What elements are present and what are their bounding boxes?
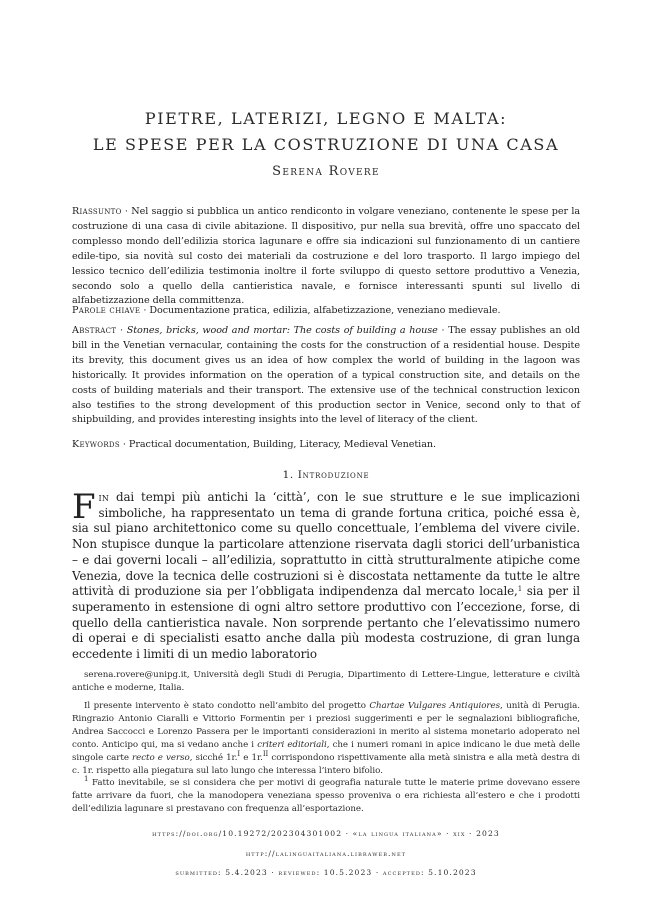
footnote-ref-1[interactable]: 1 — [517, 585, 523, 594]
drop-cap: F — [72, 487, 96, 527]
keywords-label: Keywords — [72, 439, 120, 450]
keywords-text: Practical documentation, Building, Literacy, Medieval Venetian. — [128, 439, 437, 450]
footer-doi-line[interactable]: https://doi.org/10.19272/202304301002 · «la lingua italiana» · xix · 2023 — [152, 829, 500, 838]
project-name: Chartae Vulgares Antiquiores — [369, 701, 501, 711]
footnote-acknowledgements: Il presente intervento è stato condotto nell’ambito del progetto Chartae Vulgares Antiquiores, unità di Perugia. Ringrazio Antonio Ciaralli e Vittorio Formentin per i preziosi suggerimenti e per le segnalazioni bibliografiche, Andrea Saccocci e Lorenzo Passera per le importanti considerazioni in merito al sistema monetario adoperato nel conto. Anticipo qui, ma si vedano anche i criteri editoriali, che i numeri romani in apice indicano le due metà delle singole carte recto e verso, sicché 1r.$^I$ e 1r.$^{II}$ corrispondono rispettivamente alla metà sinistra e alla metà destra di c. 1r. rispetto alla piegatura sul lato lungo che interessa l’intero bifolio. — [72, 701, 581, 777]
footnote-1-number: 1 — [84, 775, 89, 783]
footer-dates: submitted: 5.4.2023 · reviewed: 10.5.2023 · accepted: 5.10.2023 — [175, 868, 477, 877]
riassunto: Riassunto · Nel saggio si pubblica un antico rendiconto in volgare veneziano, contenente le spese per la costruzione di una casa di civile abitazione. Il dispositivo, pur nella sua brevità, offre uno spaccato del complesso mondo dell’edilizia storica lagunare e offre sia indicazioni sul funzionamento di un cantiere edile-tipo, sia novità sul costo dei materiali da costruzione e del loro trasporto. Il largo impiego del lessico tecnico dell’edilizia testimonia inoltre il forte sviluppo di questo settore produttivo a Venezia, secondo solo a quello della cantieristica navale, e fornisce interessanti spunti sul livello di alfabetizzazione della committenza. — [72, 206, 581, 307]
parole-chiave: Parole chiave · Documentazione pratica, edilizia, alfabetizzazione, veneziano medievale. — [72, 305, 501, 316]
footnote-1 — [72, 777, 580, 816]
footnote-1-text: Fatto inevitabile, se si considera che per motivi di geografia naturale tutte le materie prime dovevano essere fatte arrivare da fuori, che la manodopera veneziana spesso proveniva o era richiesta all’estero e che i prodotti dell’edilizia lagunare si prestavano con frequenza all’esportazione. — [72, 778, 580, 815]
riassunto-label: Riassunto — [72, 206, 122, 217]
abstract-label: Abstract — [72, 325, 117, 336]
footnote-affiliation — [72, 669, 580, 695]
article-title — [72, 106, 580, 158]
section-title: Introduzione — [297, 469, 370, 481]
affiliation-text: serena.rovere@unipg.it, Università degli Studi di Perugia, Dipartimento di Lettere-Lingue, letterature e civiltà antiche e moderne, Italia. — [72, 670, 580, 694]
title-line-1: PIETRE, LATERIZI, LEGNO E MALTA: — [144, 109, 508, 128]
body-text: Fin dai tempi più antichi la ‘città’, con le sue strutture e le sue implicazioni simboliche, ha rappresentato un tema di grande fortuna critica, poiché essa è, sia sul piano architettonico come su quello concettuale, l’emblema del vivere civile. Non stupisce dunque la particolare attenzione riservata dagli storici dell’urbanistica – e dai governi locali – all’edilizia, soprattutto in città strutturalmente atipiche come Venezia, dove la tecnica delle costruzioni si è discostata nettamente da tutte le altre attività di produzione sia per l’obbligata indipendenza dal mercato locale,$^1$ sia per il superamento in estensione di ogni altro settore produttivo con l’eccezione, forse, di quello della cantieristica navale. Non sorprende pertanto che l’elevatissimo numero di operai e di specialisti esatto anche dalla più modesta costruzione, di gran lunga eccedente i limiti di un medio laboratorio — [72, 487, 580, 662]
parole-chiave-label: Parole chiave — [72, 305, 141, 316]
abstract-title: Stones, bricks, wood and mortar: The costs of building a house — [126, 325, 438, 336]
abstract-text: The essay publishes an old bill in the Venetian vernacular, containing the costs for the construction of a residential house. Despite its brevity, this document gives us an idea of how complex the world of building in the lagoon was historically. It provides information on the operation of a typical construction site, and details on the costs of building materials and their transport. The extensive use of the technical construction lexicon also testifies to the strong development of this production sector in Venice, second only to that of shipbuilding, and provides interesting insights into the level of literacy of the client. — [72, 325, 580, 426]
footer-website-link[interactable]: http://lalinguaitaliana.libraweb.net — [245, 849, 407, 858]
title-line-2: LE SPESE PER LA COSTRUZIONE DI UNA CASA — [92, 135, 560, 154]
abstract: Abstract · Stones, bricks, wood and mortar: The costs of building a house · The essay publishes an old bill in the Venetian vernacular, containing the costs for the construction of a residential house. Despite its brevity, this document gives us an idea of how complex the world of building in the lagoon was historically. It provides information on the operation of a typical construction site, and details on the costs of building materials and their transport. The extensive use of the technical construction lexicon also testifies to the strong development of this production sector in Venice, second only to that of shipbuilding, and provides interesting insights into the level of literacy of the client. — [72, 325, 580, 426]
parole-chiave-text: Documentazione pratica, edilizia, alfabetizzazione, veneziano medievale. — [149, 305, 501, 316]
riassunto-text: Nel saggio si pubblica un antico rendiconto in volgare veneziano, contenente le spese per la costruzione di una casa di civile abitazione. Il dispositivo, pur nella sua brevità, offre uno spaccato del complesso mondo dell’edilizia storica lagunare e offre sia indicazioni sul funzionamento di un cantiere edile-tipo, sia novità sul costo dei materiali da costruzione e del loro trasporto. Il largo impiego del lessico tecnico dell’edilizia testimonia inoltre il forte sviluppo di questo settore produttivo a Venezia, secondo solo a quello della cantieristica navale, e fornisce interessanti spunti sul livello di alfabetizzazione della committenza. — [72, 206, 581, 307]
section-heading — [72, 469, 580, 481]
author-name: Serena Rovere — [272, 164, 380, 179]
section-number: 1. — [282, 469, 298, 481]
first-word-rest: in — [98, 490, 110, 504]
keywords: Keywords · Practical documentation, Building, Literacy, Medieval Venetian. — [72, 439, 437, 450]
